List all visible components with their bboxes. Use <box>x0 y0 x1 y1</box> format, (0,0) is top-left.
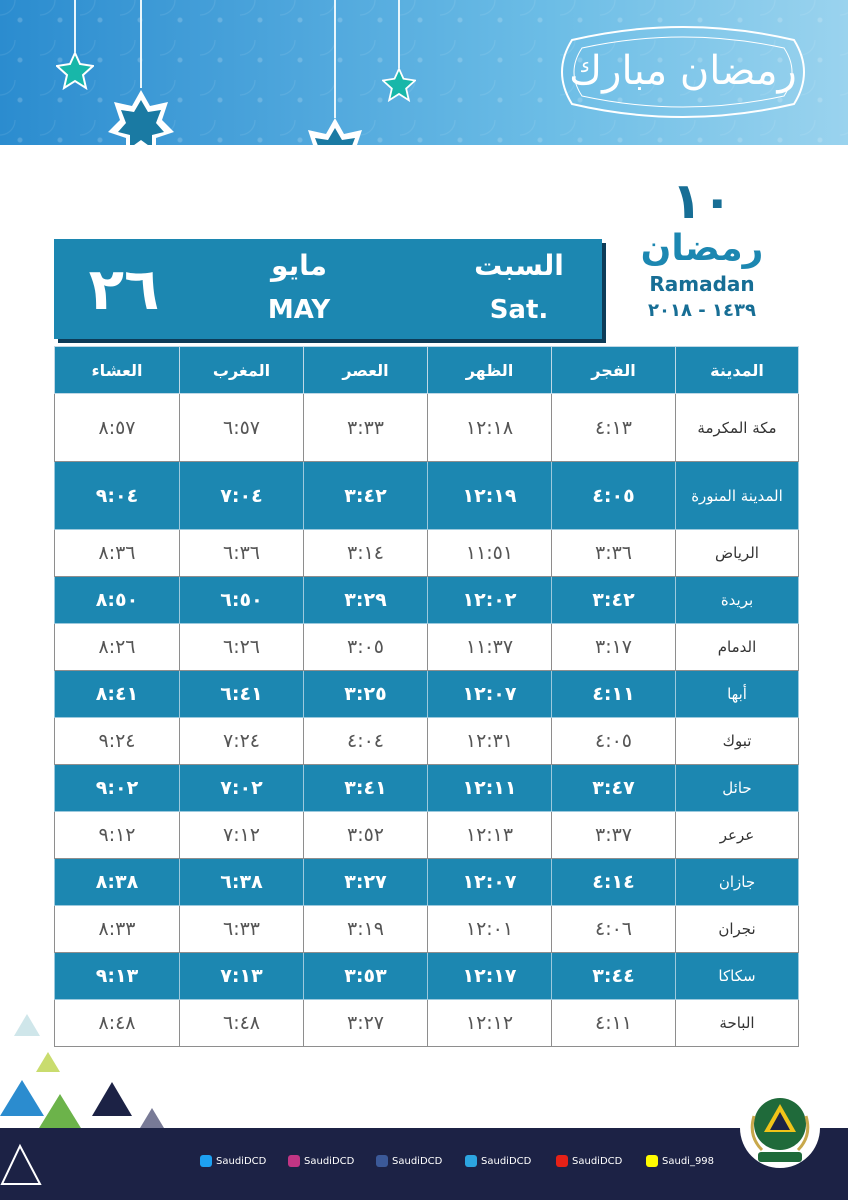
weekday-english: Sat. <box>489 295 549 325</box>
cell-fajr: ٣:٣٦ <box>552 530 676 577</box>
hijri-years: ١٤٣٩ - ٢٠١٨ <box>648 300 756 321</box>
table-row <box>55 577 799 624</box>
table-row <box>55 718 799 765</box>
cell-city: نجران <box>676 906 799 953</box>
column-header-maghrib: المغرب <box>180 347 304 394</box>
instagram-icon <box>288 1155 300 1167</box>
cell-maghrib: ٦:٤٨ <box>180 1000 304 1047</box>
cell-fajr: ٣:٤٤ <box>552 953 676 1000</box>
cell-isha: ٨:٥٧ <box>55 394 180 462</box>
social-handle: SaudiDCD <box>392 1155 443 1167</box>
cell-dhuhr: ١٢:١٣ <box>428 812 552 859</box>
social-link[interactable] <box>556 1153 622 1169</box>
cell-maghrib: ٧:١٣ <box>180 953 304 1000</box>
table-row <box>55 394 799 462</box>
ornament-string <box>74 0 76 52</box>
cell-fajr: ٣:٣٧ <box>552 812 676 859</box>
cell-dhuhr: ١٢:٠١ <box>428 906 552 953</box>
cell-asr: ٣:٢٥ <box>304 671 428 718</box>
cell-asr: ٣:١٩ <box>304 906 428 953</box>
twitter-icon <box>200 1155 212 1167</box>
table-row <box>55 624 799 671</box>
table-header-row <box>55 347 799 394</box>
cell-fajr: ٣:١٧ <box>552 624 676 671</box>
cell-isha: ٩:٠٢ <box>55 765 180 812</box>
cell-maghrib: ٧:٢٤ <box>180 718 304 765</box>
social-handle: SaudiDCD <box>304 1155 355 1167</box>
cell-maghrib: ٦:٢٦ <box>180 624 304 671</box>
cell-city: الدمام <box>676 624 799 671</box>
ramadan-greeting <box>552 20 814 124</box>
star-ornament-icon <box>300 116 370 145</box>
ornament-string <box>334 0 336 118</box>
cell-asr: ٣:٤٢ <box>304 462 428 530</box>
hijri-month-arabic: رمضان <box>640 228 764 269</box>
cell-dhuhr: ١٢:٠٢ <box>428 577 552 624</box>
cell-isha: ٩:١٣ <box>55 953 180 1000</box>
social-handle: SaudiDCD <box>481 1155 532 1167</box>
cell-isha: ٨:٥٠ <box>55 577 180 624</box>
cell-fajr: ٤:٠٥ <box>552 462 676 530</box>
month-arabic: مايو <box>271 249 327 282</box>
cell-dhuhr: ١٢:١٩ <box>428 462 552 530</box>
cell-fajr: ٤:٠٦ <box>552 906 676 953</box>
cell-maghrib: ٦:٤١ <box>180 671 304 718</box>
table-row <box>55 1000 799 1047</box>
table-row <box>55 530 799 577</box>
cell-dhuhr: ١٢:٠٧ <box>428 671 552 718</box>
cell-fajr: ٣:٤٧ <box>552 765 676 812</box>
ornament-string <box>398 0 400 68</box>
star-ornament-icon <box>106 88 176 145</box>
cell-city: المدينة المنورة <box>676 462 799 530</box>
cell-asr: ٣:٥٣ <box>304 953 428 1000</box>
cell-dhuhr: ١٢:١٢ <box>428 1000 552 1047</box>
social-link[interactable] <box>465 1153 531 1169</box>
cell-isha: ٨:٢٦ <box>55 624 180 671</box>
cell-city: الرياض <box>676 530 799 577</box>
cell-asr: ٣:٢٩ <box>304 577 428 624</box>
top-banner <box>0 0 848 145</box>
cell-city: الباحة <box>676 1000 799 1047</box>
cell-maghrib: ٧:٠٢ <box>180 765 304 812</box>
cell-isha: ٨:٣٨ <box>55 859 180 906</box>
cell-asr: ٤:٠٤ <box>304 718 428 765</box>
cell-isha: ٩:٢٤ <box>55 718 180 765</box>
cell-dhuhr: ١٢:١٨ <box>428 394 552 462</box>
cell-maghrib: ٦:٥٧ <box>180 394 304 462</box>
day-number: ٢٦ <box>88 255 160 323</box>
cell-fajr: ٤:١٣ <box>552 394 676 462</box>
cell-city: تبوك <box>676 718 799 765</box>
cell-asr: ٣:٥٢ <box>304 812 428 859</box>
column-header-isha: العشاء <box>55 347 180 394</box>
cell-maghrib: ٧:٠٤ <box>180 462 304 530</box>
cell-fajr: ٤:١١ <box>552 1000 676 1047</box>
cell-asr: ٣:١٤ <box>304 530 428 577</box>
cell-isha: ٨:٤١ <box>55 671 180 718</box>
table-row <box>55 906 799 953</box>
column-header-dhuhr: الظهر <box>428 347 552 394</box>
cell-isha: ٨:٣٦ <box>55 530 180 577</box>
social-handle: Saudi_998 <box>662 1155 715 1167</box>
greeting-text: رمضان مبارك <box>569 48 797 94</box>
facebook-icon <box>376 1155 388 1167</box>
cell-dhuhr: ١١:٣٧ <box>428 624 552 671</box>
cell-maghrib: ٧:١٢ <box>180 812 304 859</box>
table-row <box>55 953 799 1000</box>
star-ornament-icon <box>382 68 416 102</box>
cell-dhuhr: ١١:٥١ <box>428 530 552 577</box>
social-handle: SaudiDCD <box>572 1155 623 1167</box>
cell-dhuhr: ١٢:١٧ <box>428 953 552 1000</box>
social-link[interactable] <box>288 1153 354 1169</box>
cell-dhuhr: ١٢:٣١ <box>428 718 552 765</box>
cell-city: جازان <box>676 859 799 906</box>
month-english: MAY <box>267 295 331 325</box>
triangle-decoration <box>92 1082 132 1116</box>
cell-asr: ٣:٢٧ <box>304 859 428 906</box>
cell-dhuhr: ١٢:٠٧ <box>428 859 552 906</box>
cell-asr: ٣:٢٧ <box>304 1000 428 1047</box>
snapchat-icon <box>646 1155 658 1167</box>
cell-city: سكاكا <box>676 953 799 1000</box>
cell-asr: ٣:٤١ <box>304 765 428 812</box>
social-link[interactable] <box>646 1153 714 1169</box>
cell-isha: ٩:١٢ <box>55 812 180 859</box>
triangle-decoration <box>140 1108 164 1128</box>
cell-isha: ٨:٤٨ <box>55 1000 180 1047</box>
ornament-string <box>140 0 142 88</box>
date-header <box>54 239 602 339</box>
table-row <box>55 671 799 718</box>
cell-city: حائل <box>676 765 799 812</box>
cell-fajr: ٣:٤٢ <box>552 577 676 624</box>
youtube-icon <box>556 1155 568 1167</box>
telegram-icon <box>465 1155 477 1167</box>
column-header-fajr: الفجر <box>552 347 676 394</box>
prayer-times-table <box>54 346 799 1047</box>
cell-isha: ٩:٠٤ <box>55 462 180 530</box>
cell-city: عرعر <box>676 812 799 859</box>
cell-fajr: ٤:١١ <box>552 671 676 718</box>
table-row <box>55 812 799 859</box>
cell-asr: ٣:٠٥ <box>304 624 428 671</box>
table-row <box>55 859 799 906</box>
civil-defense-emblem-icon <box>738 1086 822 1170</box>
cell-isha: ٨:٣٣ <box>55 906 180 953</box>
table-row <box>55 462 799 530</box>
social-handle: SaudiDCD <box>216 1155 267 1167</box>
cell-fajr: ٤:١٤ <box>552 859 676 906</box>
social-link[interactable] <box>376 1153 442 1169</box>
cell-dhuhr: ١٢:١١ <box>428 765 552 812</box>
hijri-month-english: Ramadan <box>649 272 755 296</box>
cell-maghrib: ٦:٣٣ <box>180 906 304 953</box>
hijri-day: ١٠ <box>671 172 733 230</box>
triangle-decoration <box>36 1052 60 1072</box>
column-header-asr: العصر <box>304 347 428 394</box>
star-ornament-icon <box>56 52 94 90</box>
table-row <box>55 765 799 812</box>
weekday-arabic: السبت <box>474 249 564 282</box>
column-header-city: المدينة <box>676 347 799 394</box>
cell-city: أبها <box>676 671 799 718</box>
cell-asr: ٣:٣٣ <box>304 394 428 462</box>
hijri-date <box>616 172 788 332</box>
cell-maghrib: ٦:٣٨ <box>180 859 304 906</box>
cell-maghrib: ٦:٣٦ <box>180 530 304 577</box>
cell-city: بريدة <box>676 577 799 624</box>
triangle-decoration <box>14 1014 40 1036</box>
social-link[interactable] <box>200 1153 266 1169</box>
cell-maghrib: ٦:٥٠ <box>180 577 304 624</box>
cell-fajr: ٤:٠٥ <box>552 718 676 765</box>
cell-city: مكة المكرمة <box>676 394 799 462</box>
triangle-outline-icon <box>0 1140 44 1186</box>
